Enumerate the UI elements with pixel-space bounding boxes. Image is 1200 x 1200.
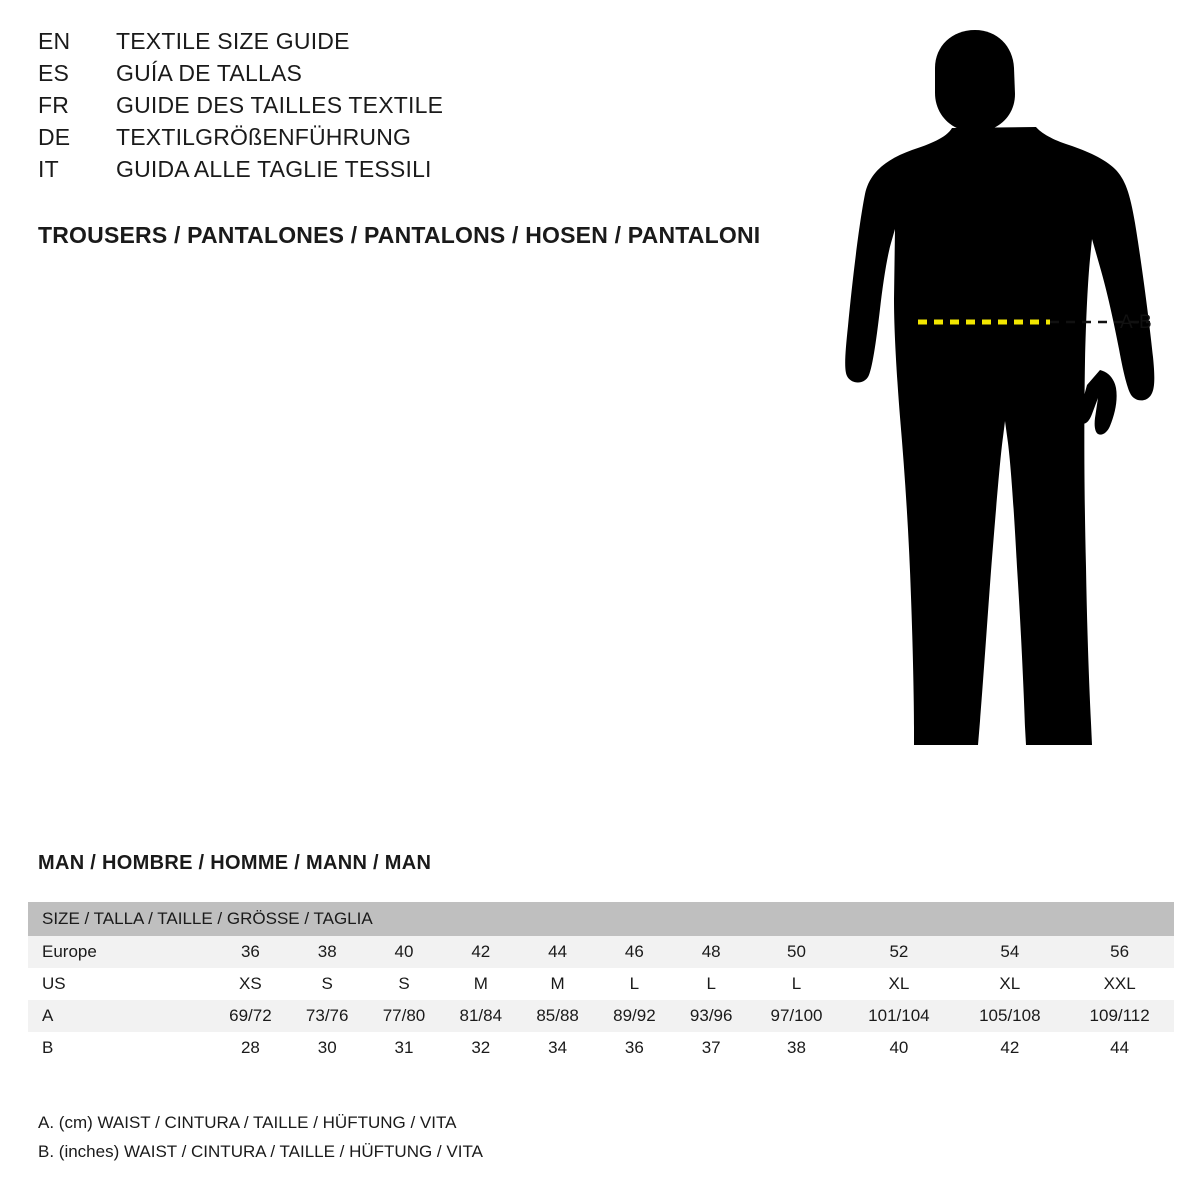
- language-row: [38, 124, 798, 156]
- language-title: GUIDA ALLE TAGLIE TESSILI: [116, 156, 432, 182]
- footnote-a: A. (cm) WAIST / CINTURA / TAILLE / HÜFTUNG / VITA: [38, 1113, 457, 1132]
- measurement-label-ab: A-B: [1120, 312, 1152, 333]
- table-cell: 34: [519, 1032, 596, 1064]
- table-cell: 97/100: [750, 1000, 844, 1032]
- row-label: Europe: [28, 936, 212, 968]
- table-cell: 93/96: [673, 1000, 750, 1032]
- table-cell: XS: [212, 968, 289, 1000]
- language-code: IT: [38, 156, 59, 182]
- row-label: A: [28, 1000, 212, 1032]
- table-cell: 85/88: [519, 1000, 596, 1032]
- table-row: [28, 936, 1174, 968]
- size-table: [28, 902, 1174, 1064]
- language-code: ES: [38, 60, 70, 86]
- table-cell: 42: [442, 936, 519, 968]
- table-cell: M: [519, 968, 596, 1000]
- gender-heading: MAN / HOMBRE / HOMME / MANN / MAN: [38, 852, 432, 874]
- table-cell: 38: [750, 1032, 844, 1064]
- row-label: US: [28, 968, 212, 1000]
- language-code: EN: [38, 28, 71, 54]
- language-code: DE: [38, 124, 71, 150]
- table-cell: 28: [212, 1032, 289, 1064]
- table-cell: XL: [954, 968, 1065, 1000]
- language-code: FR: [38, 92, 70, 118]
- language-row: [38, 156, 798, 188]
- garment-category-label: TROUSERS / PANTALONES / PANTALONS / HOSEN / PANTALONI: [38, 222, 761, 248]
- footnotes: [38, 1108, 483, 1166]
- table-cell: 77/80: [366, 1000, 443, 1032]
- table-cell: 30: [289, 1032, 366, 1064]
- table-cell: L: [673, 968, 750, 1000]
- table-cell: 69/72: [212, 1000, 289, 1032]
- table-cell: S: [289, 968, 366, 1000]
- footnote-b: B. (inches) WAIST / CINTURA / TAILLE / HÜFTUNG / VITA: [38, 1142, 483, 1161]
- table-row: [28, 968, 1174, 1000]
- row-label: B: [28, 1032, 212, 1064]
- table-cell: 73/76: [289, 1000, 366, 1032]
- language-title: GUIDE DES TAILLES TEXTILE: [116, 92, 444, 118]
- table-cell: 40: [366, 936, 443, 968]
- table-cell: 36: [596, 1032, 673, 1064]
- language-row: [38, 60, 798, 92]
- table-cell: 54: [954, 936, 1065, 968]
- table-row: [28, 1032, 1174, 1064]
- table-cell: M: [442, 968, 519, 1000]
- male-silhouette-figure: [800, 20, 1200, 810]
- table-cell: 105/108: [954, 1000, 1065, 1032]
- table-cell: 46: [596, 936, 673, 968]
- table-cell: 44: [1065, 1032, 1174, 1064]
- table-cell: XL: [843, 968, 954, 1000]
- table-cell: 48: [673, 936, 750, 968]
- silhouette-shape: [845, 30, 1154, 745]
- table-header-label: SIZE / TALLA / TAILLE / GRÖSSE / TAGLIA: [28, 902, 1174, 936]
- table-cell: 40: [843, 1032, 954, 1064]
- language-title: GUÍA DE TALLAS: [116, 60, 303, 86]
- table-cell: 37: [673, 1032, 750, 1064]
- table-cell: 38: [289, 936, 366, 968]
- table-cell: S: [366, 968, 443, 1000]
- language-title: TEXTILGRÖßENFÜHRUNG: [116, 124, 412, 150]
- table-cell: 50: [750, 936, 844, 968]
- table-cell: L: [750, 968, 844, 1000]
- table-cell: 32: [442, 1032, 519, 1064]
- table-cell: L: [596, 968, 673, 1000]
- table-cell: 31: [366, 1032, 443, 1064]
- table-cell: 44: [519, 936, 596, 968]
- language-title: TEXTILE SIZE GUIDE: [116, 28, 350, 54]
- table-header-row: [28, 902, 1174, 936]
- language-title-block: [38, 28, 798, 188]
- table-cell: 101/104: [843, 1000, 954, 1032]
- table-cell: 56: [1065, 936, 1174, 968]
- table-cell: 109/112: [1065, 1000, 1174, 1032]
- table-cell: 89/92: [596, 1000, 673, 1032]
- language-row: [38, 92, 798, 124]
- table-cell: 81/84: [442, 1000, 519, 1032]
- table-row: [28, 1000, 1174, 1032]
- table-cell: XXL: [1065, 968, 1174, 1000]
- language-row: [38, 28, 798, 60]
- table-cell: 42: [954, 1032, 1065, 1064]
- table-cell: 36: [212, 936, 289, 968]
- table-cell: 52: [843, 936, 954, 968]
